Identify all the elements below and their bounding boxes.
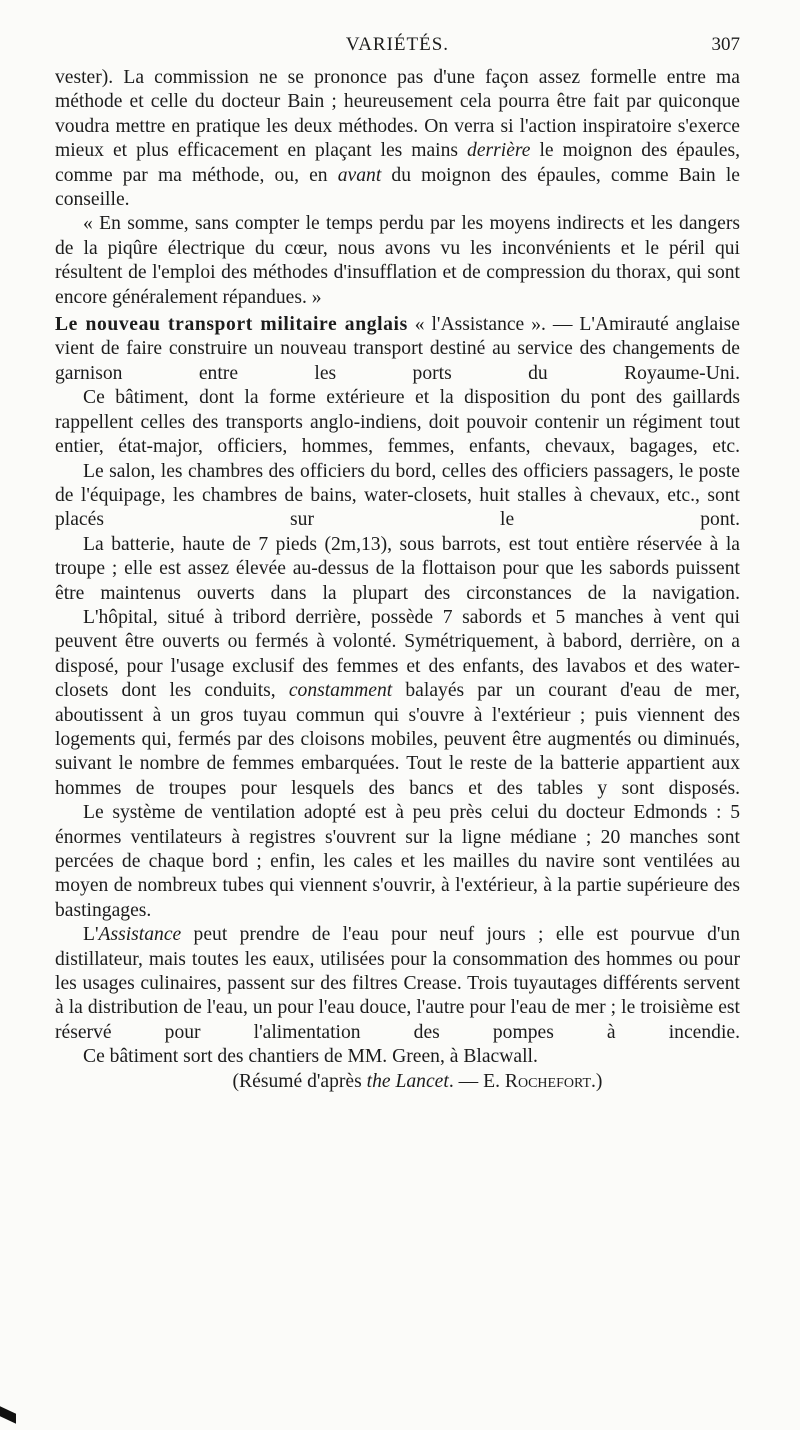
paragraph-hopital (55, 606, 740, 801)
emphasis: constamment (288, 680, 393, 702)
text-span: balayés par un courant d'eau de mer, aboutissent à un gros tuyau commun qui s'ouvre à l'extérieur ; puis viennent des logements qui, fermés par des cloisons mobiles, peuvent être augmentés ou diminués, suivant le nombre de femmes embarquées. Tout le reste de la batterie appartient aux hommes de troupes pour lesquels des bancs et des tables y sont disposés. (55, 680, 740, 799)
text-span: le moignon des épaules, comme par ma méthode, ou, en (55, 140, 740, 186)
text-span: L'hôpital, situé à tribord derrière, possède 7 sabords et 5 manches à vent qui peuvent être ouverts ou fermés à volonté. Symétriquement, à babord, derrière, on a disposé, pour l'usage exclusif des femmes et des enfants, des lavabos et des water-closets dont les conduits, (55, 606, 740, 702)
citation-suffix: .) (591, 1070, 603, 1092)
citation-author: Rochefort (504, 1070, 592, 1092)
emphasis: avant (337, 164, 382, 186)
section-title: Le nouveau transport militaire anglais (55, 314, 408, 336)
text-span: L' (83, 924, 99, 946)
page-number: 307 (711, 34, 740, 55)
paragraph-somme: « En somme, sans compter le temps perdu par les moyens indirects et les dangers de la piqûre électrique du cœur, nous avons vu les inconvénients et le péril qui résultent de l'emploi des méthodes d'insufflation et de compression du thorax, qui sont encore généralement répandues. » (55, 213, 740, 308)
section-source: « l'Assistance ». — (407, 314, 580, 336)
citation-middle: . — E. (448, 1070, 505, 1092)
section-intro: L'Amirauté anglaise vient de faire construire un nouveau transport destiné au service des changements de garnison entre les ports du Royaume-Uni. (55, 314, 741, 384)
paragraph-batterie: La batterie, haute de 7 pieds (2m,13), sous barrots, est tout entière réservée à la troupe ; elle est assez élevée au-dessus de la flottaison pour que les sabords puissent être maintenus ouverts dans la plupart des circonstances de la navigation. (55, 533, 740, 604)
ship-name: Assistance (98, 924, 182, 946)
paragraph-batiment: Ce bâtiment, dont la forme extérieure et la disposition du pont des gaillards rappellent celles des transports anglo-indiens, doit pouvoir contenir un régiment tout entier, état-major, officiers, hommes, femmes, enfants, chevaux, bagages, etc. (55, 387, 740, 458)
body-text (55, 66, 740, 1094)
paragraph-salon: Le salon, les chambres des officiers du bord, celles des officiers passagers, le poste de l'équipage, les chambres de bains, water-closets, huit stalles à chevaux, etc., sont placés sur le pont. (55, 460, 740, 531)
section-header: VARIÉTÉS. (345, 34, 450, 55)
citation (55, 1070, 740, 1094)
paragraph-assistance (55, 923, 740, 1045)
citation-prefix: (Résumé d'après (232, 1070, 367, 1092)
paragraph-chantiers: Ce bâtiment sort des chantiers de MM. Green, à Blacwall. (83, 1046, 538, 1068)
running-head (55, 34, 740, 64)
citation-source: the Lancet (366, 1070, 449, 1092)
text-span: peut prendre de l'eau pour neuf jours ; elle est pourvue d'un distillateur, mais toutes les eaux, utilisées pour la consommation des hommes ou pour les usages culinaires, passent sur des filtres Crease. Trois tuyautages différents servent à la distribution de l'eau, un pour l'eau douce, l'autre pour l'eau de mer ; le troisième est réservé pour l'alimentation des pompes à incendie. (55, 924, 740, 1043)
paragraph-ventilation: Le système de ventilation adopté est à peu près celui du docteur Edmonds : 5 énormes ventilateurs à registres s'ouvrent sur la ligne médiane ; 20 manches sont percées de chaque bord ; enfin, les cales et les mailles du navire sont ventilées au moyen de nombreux tubes qui viennent s'ouvrir, à l'extérieur, à la partie supérieure des bastingages. (55, 802, 740, 921)
text-span: du moignon des épaules, comme Bain le conseille. (55, 164, 740, 211)
section-intro-paragraph (55, 313, 740, 386)
continuation-paragraph (55, 66, 740, 212)
emphasis: derrière (467, 140, 531, 162)
scan-artifact (0, 1406, 16, 1423)
text-span: vester). La commission ne se prononce pas d'une façon assez formelle entre ma méthode et celle du docteur Bain ; heureusement cela pourra être fait par quiconque voudra mettre en pratique les deux méthodes. On verra si l'action inspiratoire s'exerce mieux et plus efficacement en plaçant les mains (55, 67, 740, 162)
